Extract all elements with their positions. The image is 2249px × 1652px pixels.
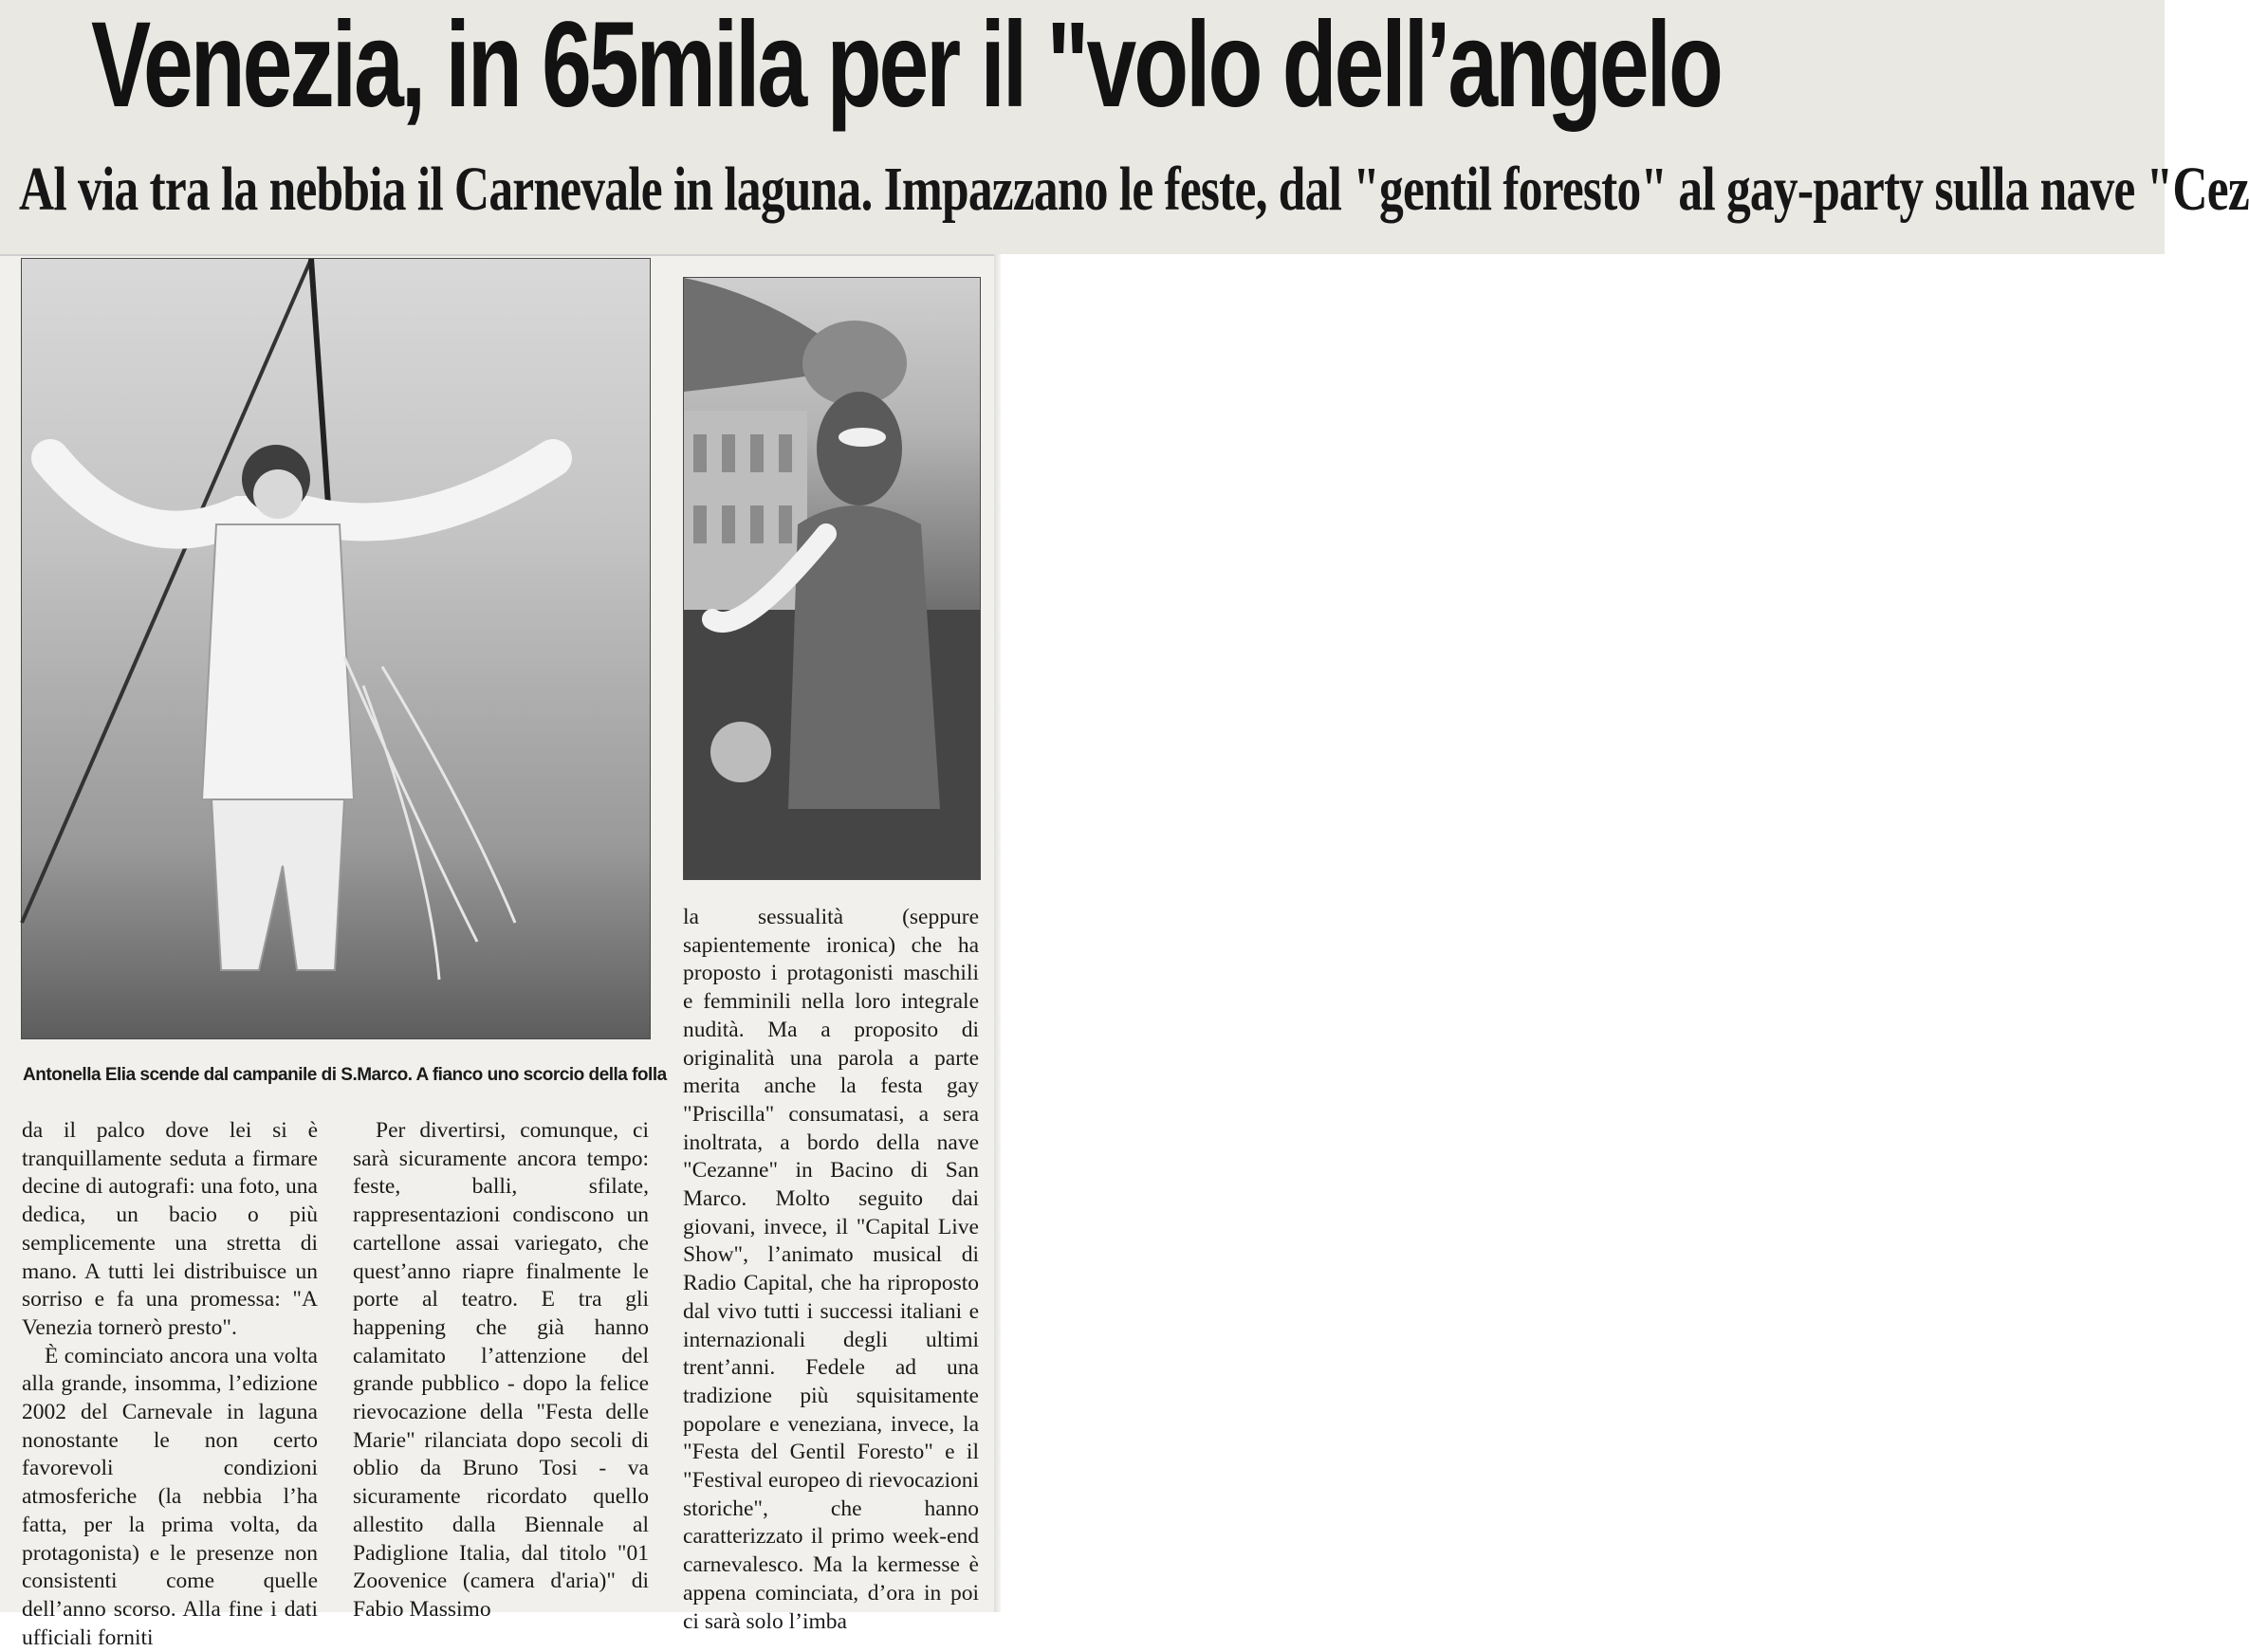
photo-main-illustration bbox=[22, 259, 650, 1038]
article-column-3 bbox=[683, 904, 979, 1636]
column1-paragraph: È cominciato ancora una volta alla grande, insomma, l’edizione 2002 del Carnevale in laguna nonostante le non certo favorevoli condizioni atmosferiche (la nebbia l’ha fatta, per la prima volta, da protagonista) e le presenze non consistenti come quelle dell’anno scorso. Alla fine i dati ufficiali forniti bbox=[22, 1343, 318, 1650]
photo-side-illustration bbox=[684, 278, 980, 879]
column2-paragraph: Per divertirsi, comunque, ci sarà sicuramente ancora tempo: feste, balli, sfilate, rappresentazioni condiscono un cartellone assai variegato, che quest’anno riapre finalmente le porte al teatro. E tra gli happening che già hanno calamitato l’attenzione del grande pubblico - dopo la felice rievocazione della "Festa delle Marie" rilanciata dopo secoli di oblio da Bruno Tosi - va sicuramente ricordato quello allestito dalla Biennale al Padiglione Italia, dal titolo "01 Zoovenice (camera d'aria)" di Fabio Massimo bbox=[353, 1118, 649, 1622]
clipping-edge bbox=[994, 254, 1001, 1612]
article-column-1 bbox=[22, 1117, 318, 1652]
photo-main bbox=[21, 258, 651, 1039]
header-rule bbox=[0, 254, 1001, 256]
article-column-2 bbox=[353, 1117, 649, 1624]
column3-paragraph: la sessualità (seppure sapientemente ironica) che ha proposto i protagonisti maschili e femminili nella loro integrale nudità. Ma a proposito di originalità una parola a parte merita anche la festa gay "Priscilla" consumatasi, a sera inoltrata, a bordo della nave "Cezanne" in Bacino di San Marco. Molto seguito dai giovani, invece, il "Capital Live Show", l’animato musical di Radio Capital, che ha riproposto dal vivo tutti i successi italiani e internazionali degli ultimi trent’anni. Fedele ad una tradizione più squisitamente popolare e veneziana, invece, la "Festa del Gentil Foresto" e il "Festival europeo di rievocazioni storiche", che hanno caratterizzato il primo week-end carnevalesco. Ma la kermesse è appena cominciata, d’ora in poi ci sarà solo l’imba bbox=[683, 905, 979, 1634]
legs-shape bbox=[212, 799, 344, 970]
column1-paragraph: da il palco dove lei si è tranquillamente seduta a firmare decine di autografi: una foto, una dedica, un bacio o più semplicemente una stretta di mano. A tutti lei distribuisce un sorriso e fa una promessa: "A Venezia tornerò presto". bbox=[22, 1118, 318, 1340]
fringe-shape bbox=[344, 657, 515, 980]
photo-caption: Antonella Elia scende dal campanile di S.Marco. A fianco uno scorcio della folla bbox=[23, 1065, 667, 1085]
photo-side bbox=[683, 277, 981, 880]
subheadline: Al via tra la nebbia il Carnevale in laguna. Impazzano le feste, dal "gentil foresto" al gay-party sulla nave "Cez bbox=[19, 155, 2249, 224]
body-shape bbox=[202, 524, 354, 799]
header-band bbox=[0, 0, 2249, 254]
headline: Venezia, in 65mila per il "volo dell’angelo bbox=[91, 0, 1721, 133]
mask-shape bbox=[839, 428, 886, 447]
